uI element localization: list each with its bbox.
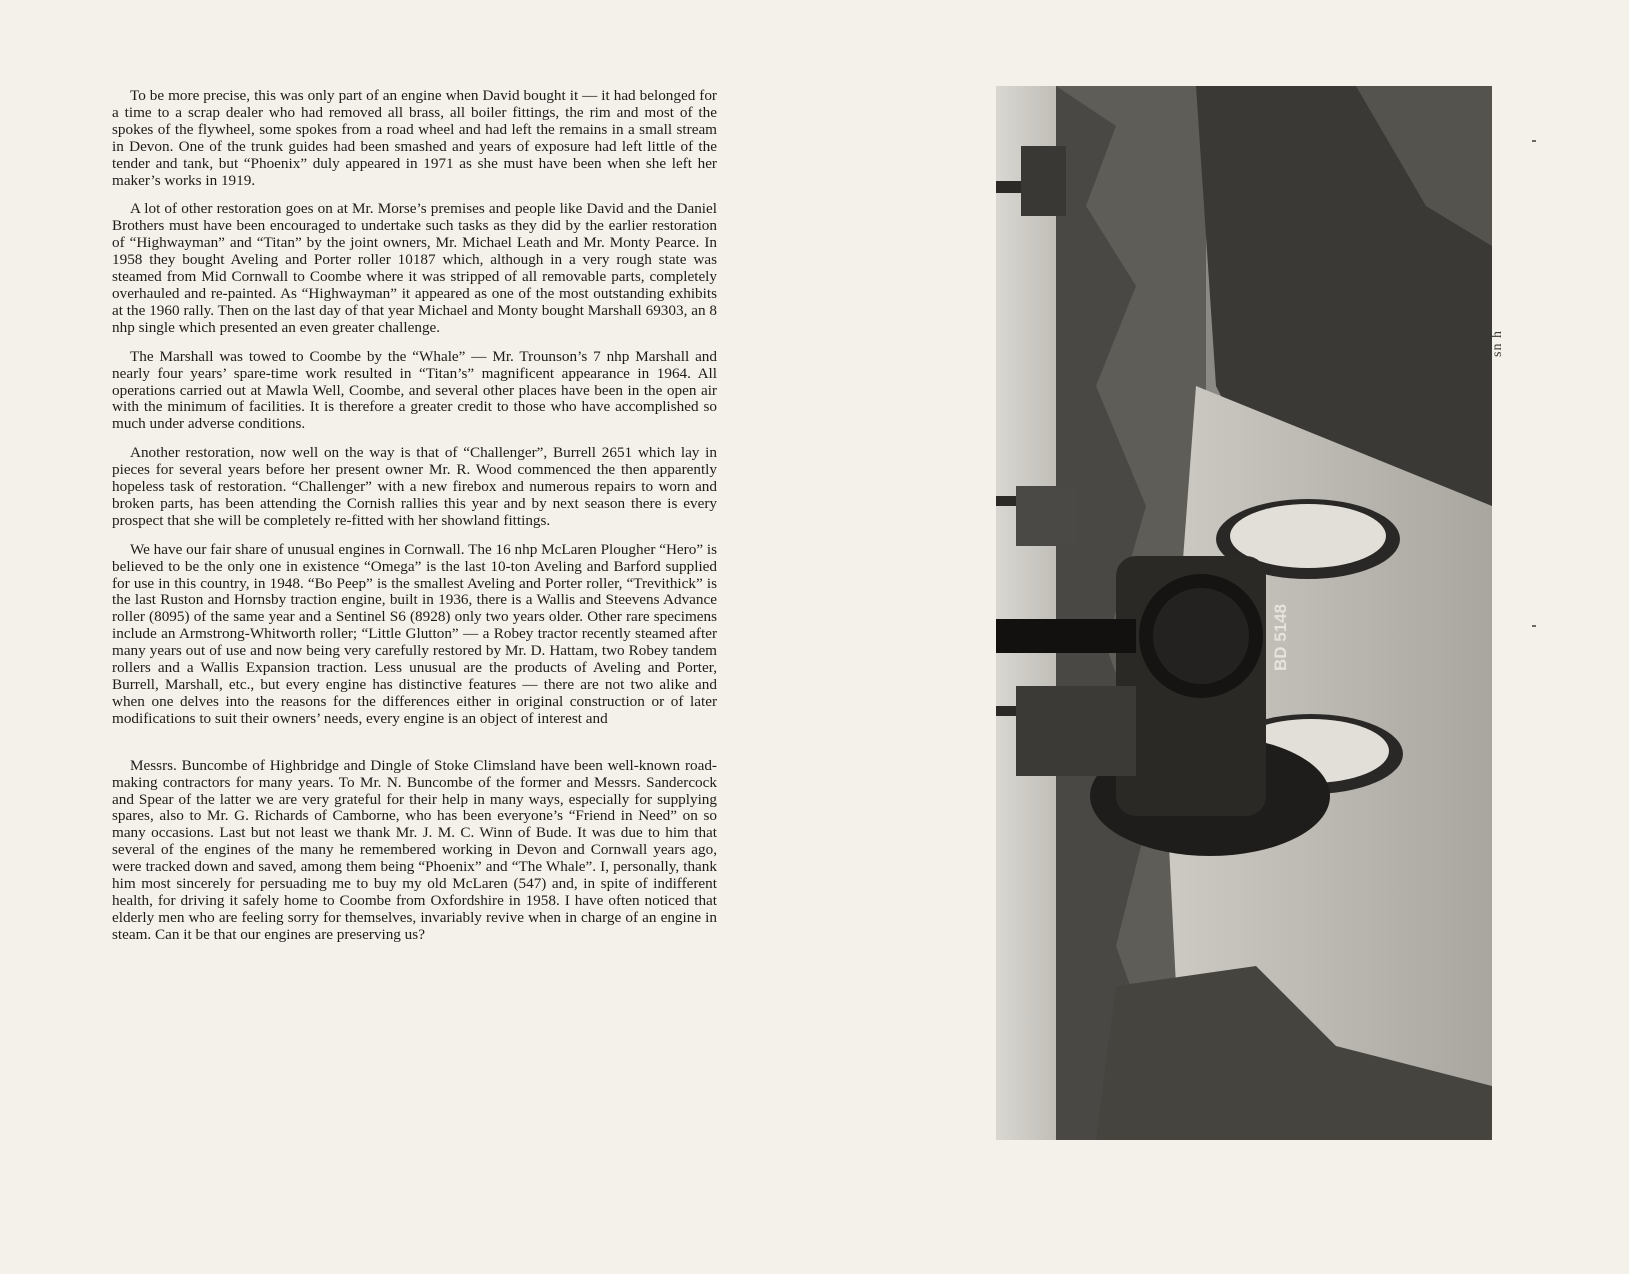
paragraph: The Marshall was towed to Coombe by the “Whale” — Mr. Trounson’s 7 nhp Marshall and nearly four years’ spare-time work resulted in “Titan’s” magnificent appearance in 1964. All operations carried out at Mawla Well, Coombe, and several other places have been in the open air with the minimum of facilities. It is therefore a greater credit to those who have accomplished so much under adverse conditions.	[112, 347, 717, 433]
traction-engine-photo	[996, 86, 1492, 1140]
page-side-mark: sn h	[1490, 330, 1505, 357]
paragraph: We have our fair share of unusual engines in Cornwall. The 16 nhp McLaren Plougher “Hero” is believed to be the only one in existence “Omega” is the last 10-ton Aveling and Barford supplied for use in this country, in 1948. “Bo Peep” is the smallest Aveling and Porter roller, “Trevithick” is the last Ruston and Hornsby traction engine, built in 1936, there is a Wallis and Steevens Advance roller (8095) of the same year and a Sentinel S6 (8928) only two years older. Other rare specimens include an Armstrong-Whitworth roller; “Little Glutton” — a Robey tractor recently steamed after many years out of use and now being very carefully restored by Mr. D. Hattam, two Robey tandem rollers and a Wallis Expansion traction. Less unusual are the products of Aveling and Porter, Burrell, Marshall, etc., but every engine has distinctive features — there are not two alike and when one delves into the reasons for the differences either in original construction or of later modifications to suit their owners’ needs, every engine is an object of interest and	[112, 540, 717, 727]
paragraph: A lot of other restoration goes on at Mr. Morse’s premises and people like David and the Daniel Brothers must have been encouraged to undertake such tasks as they did by the earlier restoration of “Highwayman” and “Titan” by the joint owners, Mr. Michael Leath and Mr. Monty Pearce. In 1958 they bought Aveling and Porter roller 10187 which, although in a very rough state was steamed from Mid Cornwall to Coombe where it was stripped of all removable parts, completely overhauled and re-painted. As “Highwayman” it appeared as one of the most outstanding exhibits at the 1960 rally. Then on the last day of that year Michael and Monty bought Marshall 69303, an 8 nhp single which presented an even greater challenge.	[112, 200, 717, 336]
number-plate: BD 5148	[1271, 603, 1290, 671]
paragraph: Another restoration, now well on the way is that of “Challenger”, Burrell 2651 which lay in pieces for several years before her present owner Mr. R. Wood commenced the then apparently hopeless task of restoration. “Challenger” with a new firebox and numerous repairs to worn and broken parts, has been attending the Cornish rallies this year and by next season there is every prospect that she will be completely re-fitted with her showland fittings.	[112, 444, 717, 529]
margin-tick	[1532, 625, 1536, 627]
photo-illustration	[996, 86, 1492, 1140]
margin-tick	[1532, 140, 1536, 142]
text-column	[112, 88, 717, 956]
paragraph: Messrs. Buncombe of Highbridge and Dingle of Stoke Climsland have been well-known road-making contractors for many years. To Mr. N. Buncombe of the former and Messrs. Sandercock and Spear of the latter we are very grateful for their help in many ways, especially for supplying spares, also to Mr. G. Richards of Camborne, who has been everyone’s “Friend in Need” on so many occasions. Last but not least we thank Mr. J. M. C. Winn of Bude. It was due to him that several of the engines of the many he remembered working in Devon and Cornwall years ago, were tracked down and saved, among them being “Phoenix” and “The Whale”. I, personally, thank him most sincerely for persuading me to buy my old McLaren (547) and, in spite of indifferent health, for driving it safely home to Coombe from Oxfordshire in 1958. I have often noticed that elderly men who are feeling sorry for themselves, invariably revive when in charge of an engine in steam. Can it be that our engines are preserving us?	[112, 756, 717, 943]
paragraph: To be more precise, this was only part of an engine when David bought it — it had belonged for a time to a scrap dealer who had removed all brass, all boiler fittings, the rim and most of the spokes of the flywheel, some spokes from a road wheel and had left the remains in a small stream in Devon. One of the trunk guides had been smashed and years of exposure had left little of the tender and tank, but “Phoenix” duly appeared in 1971 as she must have been when she left her maker’s works in 1919.	[112, 87, 717, 189]
